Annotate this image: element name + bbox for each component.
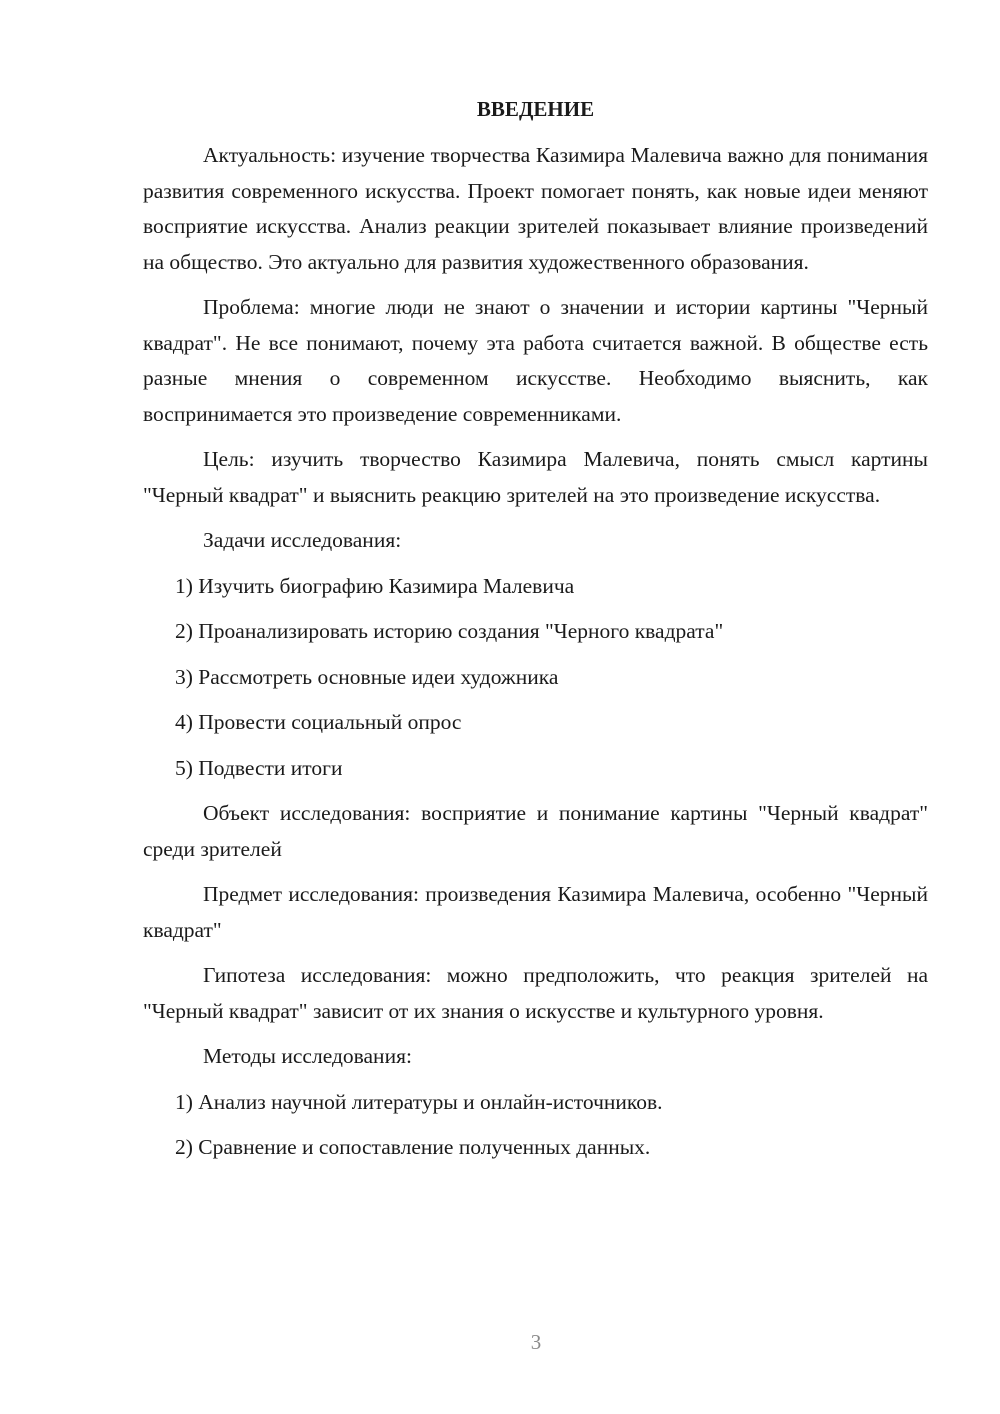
task-item: 5) Подвести итоги <box>175 755 343 780</box>
method-item: 2) Сравнение и сопоставление полученных данных. <box>175 1135 651 1159</box>
task-item: 3) Рассмотреть основные идеи художника <box>175 664 559 689</box>
goal-paragraph: Цель: изучить творчество Казимира Малевича, понять смысл картины "Черный квадрат" и выяснить реакцию зрителей на это произведение искусства. <box>143 447 928 507</box>
subject-paragraph: Предмет исследования: произведения Казимира Малевича, особенно "Черный квадрат" <box>143 882 928 942</box>
task-item: 4) Провести социальный опрос <box>175 710 462 734</box>
hypothesis-paragraph: Гипотеза исследования: можно предположить, что реакция зрителей на "Черный квадрат" зависит от их знания о искусстве и культурного уровня. <box>143 963 928 1023</box>
problem-paragraph: Проблема: многие люди не знают о значении и истории картины "Черный квадрат". Не все понимают, почему эта работа считается важной. В обществе есть разные мнения о современном искусстве. Необходимо выяснить, как воспринимается это произведение современниками. <box>143 295 928 426</box>
object-paragraph: Объект исследования: восприятие и понимание картины "Черный квадрат" среди зрителей <box>143 801 928 861</box>
task-item: 1) Изучить биографию Казимира Малевича <box>175 573 575 598</box>
section-title: ВВЕДЕНИЕ <box>476 97 595 121</box>
page-number: 3 <box>530 1330 542 1354</box>
relevance-paragraph: Актуальность: изучение творчества Казимира Малевича важно для понимания развития современного искусства. Проект помогает понять, как новые идеи меняют восприятие искусства. Анализ реакции зрителей показывает влияние произведений на общество. Это актуально для развития художественного образования. <box>143 143 928 274</box>
page-content <box>143 92 928 1176</box>
method-item: 1) Анализ научной литературы и онлайн-источников. <box>175 1089 663 1114</box>
task-item: 2) Проанализировать историю создания "Черного квадрата" <box>175 619 724 643</box>
methods-label: Методы исследования: <box>203 1044 412 1068</box>
tasks-label: Задачи исследования: <box>203 528 402 552</box>
